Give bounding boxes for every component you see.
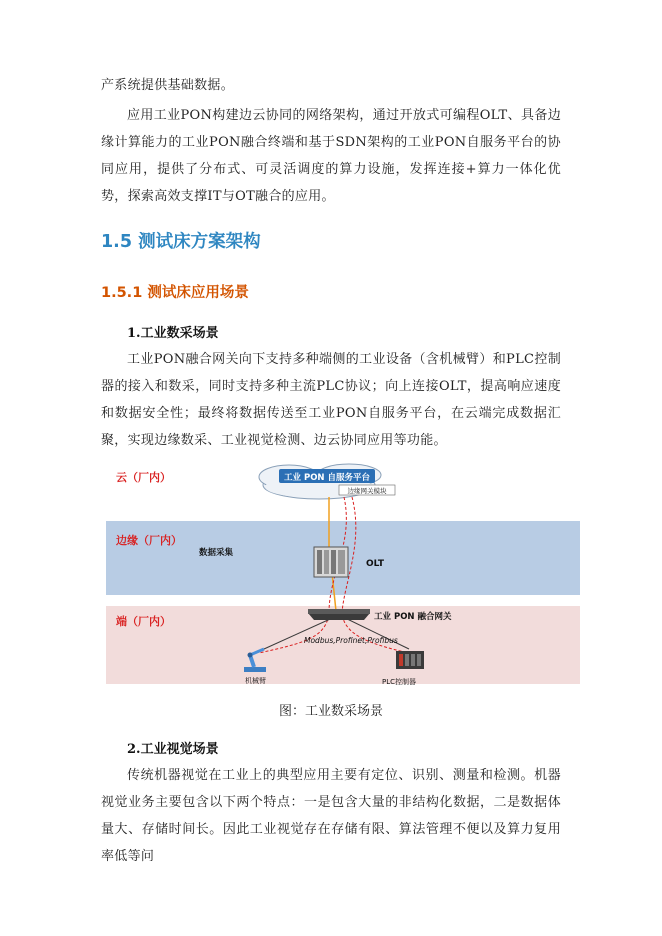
scenario-heading-vision: 2.工业视觉场景 [127, 742, 219, 757]
data-collection-label: 数据采集 [199, 548, 234, 558]
olt-device-icon [314, 547, 348, 577]
end-zone-label: 端（厂内） [116, 615, 171, 628]
gateway-label: 工业 PON 融合网关 [374, 612, 452, 622]
paragraph-0: 产系统提供基础数据。 [101, 78, 235, 93]
olt-label: OLT [366, 559, 385, 569]
subsection-heading: 1.5.1 测试床应用场景 [101, 285, 249, 301]
paragraph-1: 应用工业PON构建边云协同的网络架构，通过开放式可编程OLT、具备边缘计算能力的工业PON融合终端和基于SDN架构的工业PON自服务平台的协同应用，提供了分布式、可灵活调度的算力设施，发挥连接+算力一体化优势，探索高效支撑IT与OT融合的应用。 [101, 108, 561, 204]
plc-controller-icon [396, 651, 424, 669]
section-heading: 1.5 测试床方案架构 [101, 232, 261, 252]
figure-caption: 图：工业数采场景 [278, 704, 383, 719]
scenario-heading-data-collection: 1.工业数采场景 [127, 326, 219, 341]
edge-zone-label: 边缘（厂内） [116, 534, 182, 547]
cloud-platform-title: 工业 PON 自服务平台 [284, 473, 370, 483]
gateway-device-icon [308, 609, 370, 620]
paragraph-3: 传统机器视觉在工业上的典型应用主要有定位、识别、测量和检测。机器视觉业务主要包含以下两个特点：一是包含大量的非结构化数据，二是数据体量大、存储时间长。因此工业视觉存在存储有限、算法管理不便以及算力复用率低等问 [101, 768, 561, 864]
cloud-module-label: 边缘网关模块 [347, 487, 387, 495]
cloud-zone-label: 云（厂内） [116, 471, 171, 484]
industrial-data-collection-diagram [104, 463, 584, 688]
protocols-label: Modbus,Profinet,Profibus [304, 636, 398, 645]
plc-label: PLC控制器 [382, 678, 417, 686]
robot-arm-label: 机械臂 [245, 677, 266, 685]
paragraph-2: 工业PON融合网关向下支持多种端侧的工业设备（含机械臂）和PLC控制器的接入和数采，同时支持多种主流PLC协议；向上连接OLT，提高响应速度和数据安全性；最终将数据传送至工业PON自服务平台，在云端完成数据汇聚，实现边缘数采、工业视觉检测、边云协同应用等功能。 [101, 352, 561, 448]
